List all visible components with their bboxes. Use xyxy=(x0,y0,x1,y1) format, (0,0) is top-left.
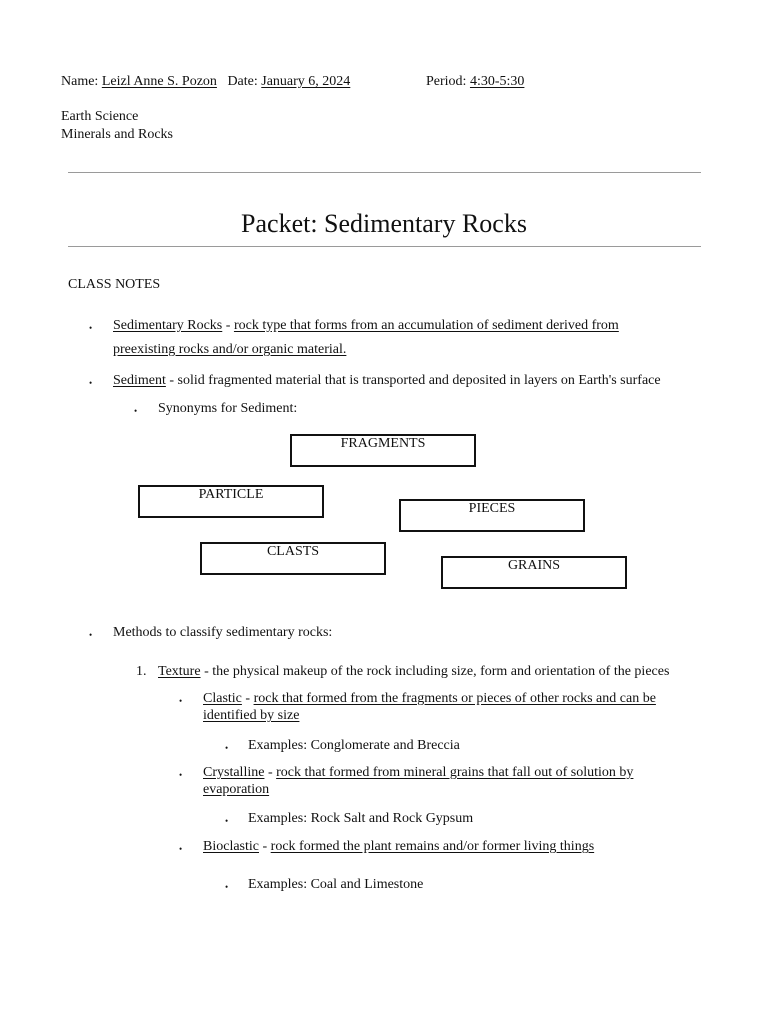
synonym-box-grains xyxy=(441,556,627,589)
date-value: January 6, 2024 xyxy=(261,74,351,89)
bullet: • xyxy=(179,770,183,780)
synonym-box-fragments xyxy=(290,434,476,467)
page-title: Packet: Sedimentary Rocks xyxy=(241,209,527,238)
divider-title xyxy=(68,246,701,247)
period-label: Period: xyxy=(426,74,467,89)
crystalline-item xyxy=(203,764,673,798)
bioclastic-item xyxy=(203,839,594,855)
bioclastic-sep: - xyxy=(259,839,271,854)
unit: Minerals and Rocks xyxy=(61,127,173,142)
synonym-particle: PARTICLE xyxy=(198,487,264,502)
bullet: • xyxy=(89,378,93,388)
note-sediment xyxy=(113,373,661,389)
bullet: • xyxy=(134,406,138,416)
synonym-fragments: FRAGMENTS xyxy=(340,436,426,451)
clastic-sep: - xyxy=(241,691,254,706)
section-heading: CLASS NOTES xyxy=(68,277,161,292)
synonym-box-clasts xyxy=(200,542,386,575)
period-line xyxy=(426,74,524,90)
clastic-definition: rock that formed from the fragments or pieces of other rocks and can be identified by size xyxy=(203,691,656,723)
synonym-grains: GRAINS xyxy=(507,558,561,573)
bullet: • xyxy=(89,630,93,640)
subject: Earth Science xyxy=(61,109,139,124)
sediment-definition: - solid fragmented material that is transported and deposited in layers on Earth's surface xyxy=(165,373,661,388)
bullet: • xyxy=(225,882,229,892)
crystalline-examples: Examples: Rock Salt and Rock Gypsum xyxy=(248,811,474,826)
sedimentary-term: Sedimentary Rocks xyxy=(113,318,223,333)
sedimentary-definition-1: rock type that forms from an accumulation of sediment derived from xyxy=(233,318,619,333)
synonym-pieces: PIECES xyxy=(468,501,516,516)
sediment-term: Sediment xyxy=(113,373,166,388)
crystalline-term: Crystalline xyxy=(203,765,265,780)
bullet: • xyxy=(225,816,229,826)
synonyms-label: Synonyms for Sediment: xyxy=(158,401,298,416)
note-sedimentary-line1 xyxy=(113,318,619,334)
clastic-examples: Examples: Conglomerate and Breccia xyxy=(248,738,460,753)
bioclastic-examples: Examples: Coal and Limestone xyxy=(248,877,424,892)
texture-term: Texture xyxy=(158,664,201,679)
clastic-term: Clastic xyxy=(203,691,242,706)
name-value: Leizl Anne S. Pozon xyxy=(101,74,217,89)
date-label: Date: xyxy=(227,74,258,89)
bullet: • xyxy=(89,323,93,333)
synonym-box-particle xyxy=(138,485,324,518)
bullet: • xyxy=(179,696,183,706)
texture-definition: - the physical makeup of the rock including size, form and orientation of the pieces xyxy=(200,664,670,679)
crystalline-definition: rock that formed from mineral grains that fall out of solution by evaporation xyxy=(203,765,634,797)
bioclastic-term: Bioclastic xyxy=(203,839,259,854)
note-sedimentary-line2 xyxy=(113,342,346,358)
divider-top xyxy=(68,172,701,173)
bullet: • xyxy=(179,844,183,854)
methods-label: Methods to classify sedimentary rocks: xyxy=(113,625,333,640)
list-number: 1. xyxy=(136,664,147,679)
sedimentary-sep: - xyxy=(222,318,234,333)
synonym-clasts: CLASTS xyxy=(266,544,320,559)
synonym-box-pieces xyxy=(399,499,585,532)
name-label: Name: xyxy=(61,74,99,89)
clastic-item xyxy=(203,690,673,724)
name-line xyxy=(61,74,350,90)
sedimentary-definition-2: preexisting rocks and/or organic material. xyxy=(113,342,347,357)
crystalline-sep: - xyxy=(264,765,277,780)
bullet: • xyxy=(225,743,229,753)
period-value: 4:30-5:30 xyxy=(469,74,525,89)
bioclastic-definition: rock formed the plant remains and/or former living things xyxy=(270,839,595,854)
texture-item xyxy=(158,664,669,680)
